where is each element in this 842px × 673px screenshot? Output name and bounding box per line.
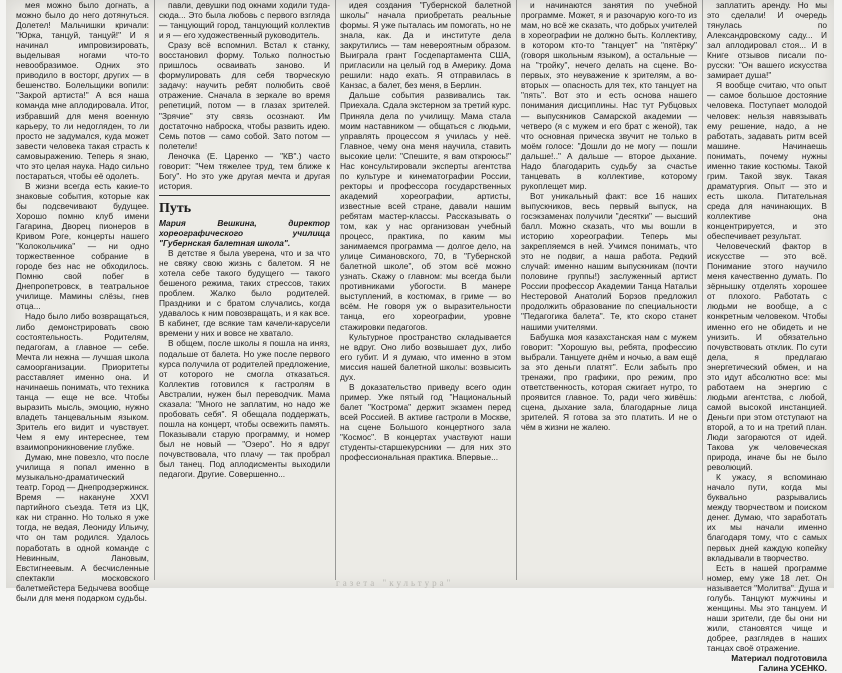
- paragraph: и начинаются занятия по учебной программе. Может, я и разочарую кого-то из мам, но всё же сказать, что добрых учителей в хореографии не должно быть. Коллективу, в котором кто-то "танцует" на "пятёрку" (говоря школьным языком), а остальные — на "тройку", нечего делать на сцене. Во-первых, это неуважение к зрителям, а во-вторых — опасность для тех, кто танцует на "пять". Вот это и есть основа нашего понимания дисциплины. Нас тут Рубцовых — выпускников Самарской академии — четверо (я с мужем и его брат с женой), так что основная прическа звучит не только в моём голосе: "Дошли до не могу — пошли дальше!.." А дальше — второе дыхание. Надо благодарить судьбу за счастье танцевать в коллективе, которому рукоплещет мир.: [521, 0, 697, 191]
- paragraph: заплатить аренду. Но мы это сделали! И очередь тянулась по Александровскому саду... И зал аплодировал стоя... И в Книге отзывов писали по-русски: "Он вашего искусства замирает душа!": [707, 0, 827, 81]
- paragraph: Думаю, мне повезло, что после училища я попал именно в музыкально-драматический театр. Город — Днепродзержинск. Время — накануне XXVI партийного съезда. Тетя из ЦК, как ни странно. Но только я уже тогда, не ведая, Леониду Ильичу, что он там родился. Удалось поработать в одной команде с Невинным, Лановым, Евстигнеевым. А бесчисленные спектакли московского балетмейстера Бедычева вообще были для меня подарком судьбы.: [16, 452, 149, 603]
- paragraph: В жизни всегда есть какие-то знаковые события, которые как бы подсвечивают будущее. Хорошо помню клуб имени Гагарина, Дворец пионеров в Кривом Роге, концерты нашего "Колокольчика" — ни одно торжественное собрание в городе без нас не обходилось. Помню свой побег в Днепропетровск, в театральное училище. Мамины слёзы, гнев отца...: [16, 180, 149, 312]
- column-divider: [702, 0, 703, 580]
- paragraph: идея создания "Губернской балетной школы" начала приобретать реальные формы. Я уже пыталась им помогать, но не знала, как. Да и институте дела закрутились — там невероятным образом. Выиграла грант Госдепартамента США, пригласили на целый год в Америку. Дома решили: надо ехать. Я отправилась в Канзас, а балет, без меня, в Берлин.: [340, 0, 511, 91]
- paragraph: Культурное пространство складывается не вдруг. Оно либо возвышает дух, либо его губит. И я думаю, что именно в этом миссия нашей балетной школы: возвысить дух.: [340, 331, 511, 382]
- paragraph: Есть в нашей программе номер, ему уже 18 лет. Он называется "Молитва". Душа и голубь. Танцуют мужчины и женщины. Мы это танцуем. И наши зрители, где бы они ни жили, становятся чище и добрее, разглядев в наших танцах своё отражение.: [707, 562, 827, 653]
- paragraph: Надо было либо возвращаться, либо демонстрировать свою состоятельность. Родителям, педагогам, а главное — себе. Мечта ли нежна — лучшая школа самоорганизации. Приоритеты расставляет именно она. И начинаешь понимать, что техника танца — еще не все. Чтобы выразить мысль, эмоцию, нужно владеть танцевальным языком. Зритель его видит и чувствует. Чем я ему интереснее, тем взаимопроникновение глубже.: [16, 311, 149, 453]
- section-title: Путь: [159, 200, 192, 216]
- paragraph: мея можно было догнать, а можно было до него дотянуться. Долетел! Мальчишки кричали: "Юрка, танцуй, танцуй!" И я начинал импровизировать, выделывая ногами что-то невообразимое. Одних это приводило в восторг, других — в бешенство. Болельщики вопили: "Закрой артиста!" А вся наша команда мне аплодировала. Итог, избравший для меня военную карьеру, то ли недогляден, то ли просто не задумался, куда может завести человека такая страсть к самовыражению. Теперь я знаю, что это целая наука. Надо сильно постараться, чтобы её одолеть.: [16, 0, 149, 181]
- paragraph: В доказательство приведу всего один пример. Уже пятый год "Национальный балет "Кострома" держит экзамен перед всей Россией. В активе гастроли в Москве, на сцене Большого концертного зала "Космос". В концертах участвуют наши студенты-старшекурсники — для них это профессиональная практика. Впервые...: [340, 381, 511, 463]
- column-divider: [516, 0, 517, 580]
- newspaper-page: [6, 0, 834, 673]
- article-column-1: [16, 0, 149, 603]
- paragraph: К ужасу, я вспоминаю начало пути, когда мы буквально разрывались между творчеством и поиском денег. Думаю, что заработать их мы начали именно благодаря тому, что с самых первых дней каждую копейку вкладывали в творчество.: [707, 472, 827, 563]
- column-divider: [154, 0, 155, 580]
- paragraph: Вот уникальный факт: все 16 наших выпускников, весь первый выпуск, на госэкзаменах получили "десятки" — высший балл. Можно сказать, что мы вошли в историю хореографии. Теперь мы закрепляемся в ней. Учимся понимать, что это не подвиг, а наша работа. Редкий случай: именно нашим выпускникам (почти половине группы!) заслуженный артист России профессор Академии Танца Натальи Нестеровой Анатолий Борзов предложил продолжить образование по специальности "Педагогика балета". Те, кто скоро станет нашими учителями.: [521, 190, 697, 332]
- paragraph: Я вообще считаю, что опыт — самое большое достояние человека. Поступает молодой человек: нельзя навязывать ему решение, надо, а не работать, задавать ритм всей машине. Начинаешь понимать, почему нужны именно такие костюмы. Такой грим. Такой звук. Такая драматургия. Опыт — это и есть школа. Питательная среда для начинающих. В коллективе она концентрируется, и это обеспечивает результат.: [707, 80, 827, 242]
- section-divider: [159, 195, 330, 196]
- paragraph: Человеческий фактор в искусстве — это всё. Понимание этого научило меня качественно думать. По зёрнышку отделять хорошее от плохого. Работать с людьми не вообще, а с конкретным человеком. Чтобы именно его не обидеть и не унизить. И обязательно почувствовать отклик. По сути дела, я предлагаю энергетический обмен, и на это идут абсолютно все: мы работаем на энергию с людьми агентства, с любой, самой высокой инстанцией. Деньги при этом отступают на второй, а то и на третий план. Люди загораются от идей. Такова уж человеческая природа, иначе бы не было революций.: [707, 241, 827, 473]
- paragraph: Дальше события развивались так. Приехала. Сдала экстерном за третий курс. Приняла дела по училищу. Мама стала моим наставником — общаться с людьми, управлять процессом я училась у неё. Главное, чему она меня научила, ставить высокие цели: "Спешите, я вам откроюсь!" Нас консультировали эксперты агентства по культуре и кинематографии России, ректоры и профессора государственных академий хореографии, артисты, известные всей стране, давали нашим ребятам мастер-классы. Рассказывать о том, как у нас организован учебный процесс, практика, по каким мы занимаемся программа — долгое дело, на улице Симановского, 70, в "Губернской балетной школе", об этом всё можно узнать. Скажу о главном: мы всегда были противниками убогости. В манере выступлений, в костюмах, в гриме — во всём. Не говоря уж о выразительности танца, его хореографии, уровне стажировки педагогов.: [340, 90, 511, 332]
- byline: Мария Вешкина, директор хореографического училища "Губернская балетная школа".: [159, 217, 330, 248]
- article-column-5: [707, 0, 827, 673]
- paragraph: Бабушка моя казахстанская нам с мужем говорит: "Хорошую вы, ребята, профессию выбрали. Танцуете днём и ночью, а вам ещё за это деньги платят". Если забыть про тренажи, про графики, про режим, про ответственность, которая сжигает нутро, то проявится главное. То, ради чего живёшь: сцена, дыхание зала, благодарные лица зрителей. Я готова за это платить. И не о чём в жизни не жалею.: [521, 331, 697, 432]
- paragraph: В общем, после школы я пошла на иняз, подальше от балета. Но уже после первого курса получила от родителей предложение, от которого не смогла отказаться. Коллектив готовился к гастролям в Австралии, нужен был переводчик. Мама сказала: "Много не заплатим, но надо же пробовать себя". Я обещала поддержать, пошла на концерт, чтобы освежить память. Показывали старую программу, и номер был не новый — "Озеро". Но я вдруг почувствовала, что плачу — так пробрал был танец. Под аплодисменты выходили педагоги. Другие. Совершенно...: [159, 338, 330, 480]
- paragraph: В детстве я была уверена, что и за что не свяжу свою жизнь с балетом. Я не хотела себе такого будущего — такого бешеного режима, таких стрессов, таких проблем. Жалко было родителей. Праздники и с братом случались, когда удавалось к ним повозвращать, и я как все. В кабинет, где всякие там качели-карусели времени у них и вовсе не хватало.: [159, 248, 330, 339]
- paragraph: павли, девушки под окнами ходили туда-сюда... Это была любовь с первого взгляда — танцующий город, танцующий коллектив и я — его художественный руководитель.: [159, 0, 330, 41]
- paragraph: Сразу всё вспомнил. Встал к станку, восстановил форму. Только полностью пришлось осваивать заново. И формулировать для себя творческую задачу: научить ребят полюбить своё отражение. Сначала в зеркале во время репетиций, потом — в глазах зрителей. "Зрячие" эту связь осознают. Им достаточно наброска, чтобы развить идею. Семь потов — само собой. Зато потом — полетели!: [159, 40, 330, 151]
- article-column-2: [159, 0, 330, 588]
- paragraph: Леночка (Е. Царенко — "КВ".) часто говорит: "Чем тяжелее труд, тем ближе к Богу". Но это уже другая мечта и другая история.: [159, 150, 330, 191]
- column-divider: [335, 0, 336, 580]
- article-column-3: [340, 0, 511, 588]
- author-credit-label: Материал подготовила: [731, 653, 827, 664]
- bleed-through-watermark: газета "культура": [336, 578, 454, 588]
- article-column-4: [521, 0, 697, 588]
- author-name: Галина УСЕНКО.: [758, 663, 827, 673]
